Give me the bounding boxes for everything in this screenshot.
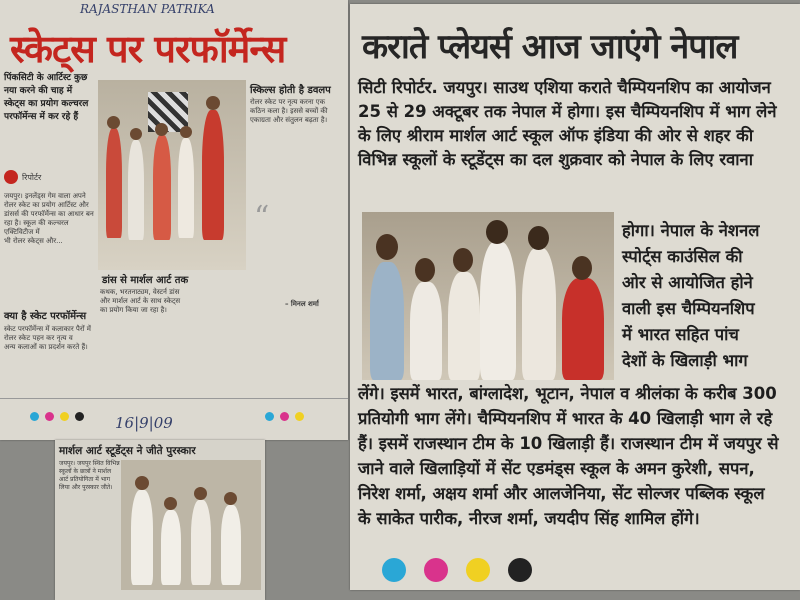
text-line: अन्य कलाओं का प्रदर्शन करते हैं। [4,343,88,351]
article-line: वाली इस चैम्पियनशिप [622,299,755,318]
col1-body-2 [4,325,96,352]
registration-marks-right [265,412,304,421]
col1-body [4,192,96,246]
registration-dot [508,558,532,582]
text-line: डांसर्स की परफॉर्मेन्स का आधार बन [4,210,94,218]
divider [0,398,348,399]
text-line: जयपुर। इनलेंड्स गेम वाला अपने [4,192,86,200]
registration-dot [30,412,39,421]
quote-attribution: – मिनल शर्मा [285,300,319,308]
article-line: देशों के खिलाड़ी भाग [622,351,748,370]
article-line: निरेश शर्मा, अक्षय शर्मा और आलजेनिया, सेंट सोल्जर पब्लिक स्कूल [358,484,765,503]
col1-heading: क्या है स्केट परफॉर्मेन्स [4,311,87,322]
reporter-icon [4,170,18,184]
registration-dot [60,412,69,421]
martial-arts-clipping [55,440,265,600]
text-line: लिया और पुरस्कार जीते। [59,484,113,491]
text-line: स्कूलों के छात्रों ने मार्शल [59,468,112,475]
bottom-body [59,460,121,492]
article-line: विभिन्न स्कूलों के स्टूडेंट्स का दल शुक्रवार को नेपाल के लिए रवाना [358,150,753,169]
col3-heading: स्किल्स होती है डवलप [250,85,331,96]
registration-dot [280,412,289,421]
article-line: 25 से 29 अक्टूबर तक नेपाल में होगा। इस चैम्पियनशिप में भाग लेने [358,102,777,121]
text-line: कठिन कला है। इससे बच्चों की [250,107,328,115]
left-headline: स्केट्स पर परफॉर्मेन्स [10,27,286,71]
registration-marks [30,412,84,421]
text-line: एकाग्रता और संतुलन बढ़ता है। [250,116,328,124]
text-line: भी रोलर स्केट्स और... [4,237,63,245]
article-line: लेंगे। इसमें भारत, बांग्लादेश, भूटान, नेपाल व श्रीलंका के करीब 300 [358,384,777,403]
left-newspaper-clipping [0,0,348,440]
registration-dot [382,558,406,582]
col2-heading: डांस से मार्शल आर्ट तक [102,275,189,286]
article-line: स्पोर्ट्स काउंसिल की [622,247,743,266]
text-line: रोलर स्केट पहन कर नृत्य व [4,334,73,342]
subheadline-line: नया करने की चाह में [4,86,73,96]
registration-dot [45,412,54,421]
quote-mark-icon: “ [254,200,270,235]
article-line: प्रतियोगी भाग लेंगे। चैम्पियनशिप में भारत के 40 खिलाड़ी भाग ले रहे [358,409,773,428]
handwritten-date: 16|9|09 [115,414,173,432]
subheadline-line: स्केट्स का प्रयोग कल्चरल [4,99,89,109]
registration-marks [382,558,532,582]
article-line: सिटी रिपोर्टर. जयपुर। साउथ एशिया कराते चैम्पियनशिप का आयोजन [358,78,771,97]
article-line: ओर से आयोजित होने [622,273,753,292]
text-line: कथक, भरतनाट्यम, वेस्टर्न डांस [100,288,180,296]
article-line: में भारत सहित पांच [622,325,739,344]
article-line: हैं। इसमें राजस्थान टीम के 10 खिलाड़ी हैं। राजस्थान टीम में जयपुर से [358,434,779,453]
text-line: और मार्शल आर्ट के साथ स्केट्स [100,297,181,305]
registration-dot [424,558,448,582]
registration-dot [75,412,84,421]
left-subheadline [4,72,96,124]
registration-dot [295,412,304,421]
text-line: रहा है। स्कूल की कल्चरल एक्टिविटीज में [4,219,69,236]
registration-dot [466,558,490,582]
text-line: जयपुर। जयपुर स्थित विभिन्न [59,460,120,467]
text-line: स्केट परफॉर्मेन्स में कलाकार पैरों में [4,325,91,333]
text-line: रोलर स्केट पर नृत्य करना एक [250,98,326,106]
subheadline-line: परफॉर्मेन्स में कर रहे हैं [4,112,79,122]
bottom-headline: मार्शल आर्ट स्टूडेंट्स ने जीते पुरस्कार [59,445,196,457]
karate-headline: कराते प्लेयर्स आज जाएंगे नेपाल [362,27,738,67]
byline: रिपोर्टर [22,173,42,182]
article-line: के लिए श्रीराम मार्शल आर्ट स्कूल ऑफ इंडिया की ओर से शहर की [358,126,754,145]
karate-team-photo [362,212,614,380]
text-line: आर्ट प्रतियोगिता में भाग [59,476,110,483]
text-line: रोलर स्केट का प्रयोग आर्टिस्ट और [4,201,89,209]
col3-body [250,98,345,125]
article-line: जाने वाले खिलाड़ियों में सेंट एडमंड्स स्कूल के अमन कुरेशी, सपन, [358,459,755,478]
registration-dot [265,412,274,421]
martial-arts-photo [121,460,261,590]
karate-news-clipping [350,4,800,590]
col2-body [100,288,250,315]
article-line: के साकेत पारीक, नीरज शर्मा, जयदीप सिंह शामिल होंगे। [358,509,700,528]
subheadline-line: पिंकसिटी के आर्टिस्ट कुछ [4,73,88,83]
text-line: का प्रयोग किया जा रहा है। [100,306,167,314]
article-line: होगा। नेपाल के नेशनल [622,221,760,240]
handwritten-source-label: RAJASTHAN PATRIKA [80,2,215,16]
skating-performance-photo [98,80,246,270]
